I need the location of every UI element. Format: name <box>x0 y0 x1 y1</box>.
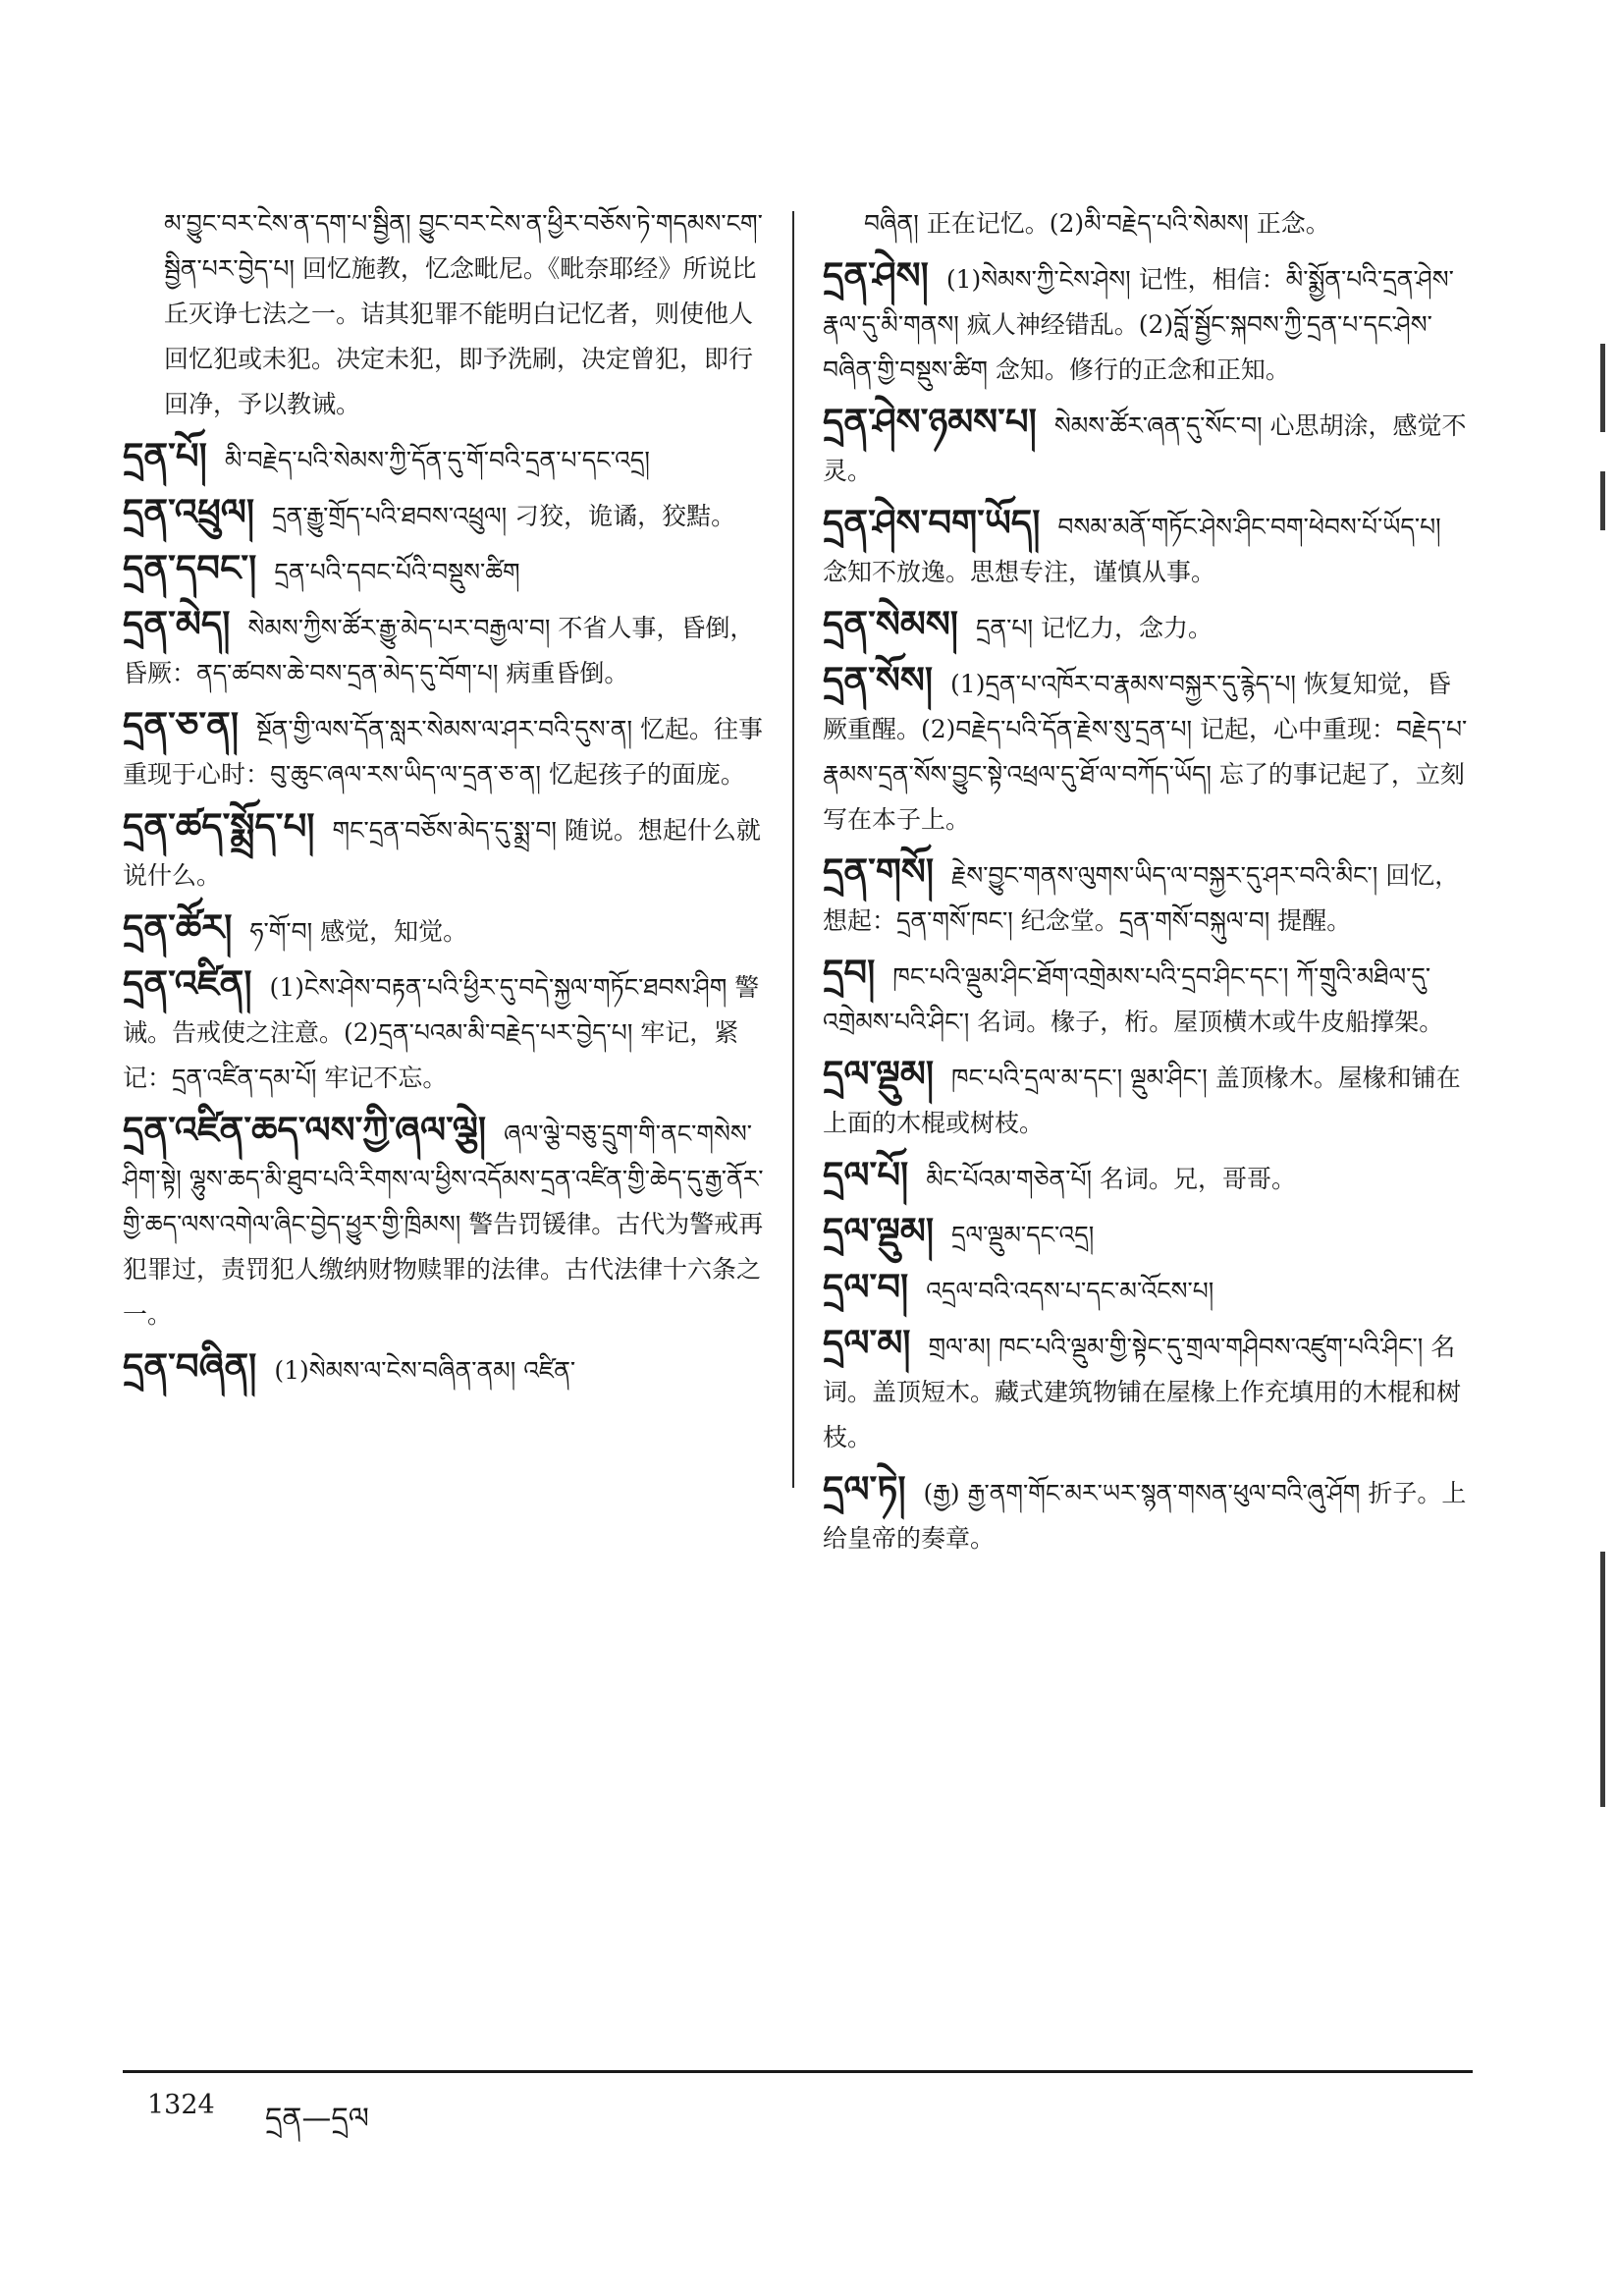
scan-edge-mark <box>1600 1552 1605 1807</box>
dictionary-entry <box>823 602 1473 651</box>
footer-rule <box>123 2070 1473 2073</box>
entry-definition: མི་བརྗེད་པའི་སེམས་ཀྱི་དོན་དུ་གོ་བའི་དྲན་པ་དང་འདྲ། <box>224 446 650 474</box>
entry-definition: ཧ་གོ་བ། 感觉，知觉。 <box>249 917 468 946</box>
entry-headword: དྲན་ཤེས་བག་ཡོད། <box>823 502 1041 544</box>
entry-definition: སེམས་ཀྱིས་ཚོར་རྒྱུ་མེད་པར་བརྒྱལ་བ། 不省人事，昏倒，昏厥：ནད་ཚབས་ཆེ་བས་དྲན་མེད་དུ་བོག་པ། 病重昏倒。 <box>123 614 755 687</box>
entry-headword: དྲན་པོ། <box>123 435 207 477</box>
dictionary-entry <box>823 849 1473 944</box>
entry-definition: བཞིན། 正在记忆。(2)མི་བརྗེད་པའི་སེམས། 正念。 <box>864 209 1330 238</box>
entry-definition: མ་བྱུང་བར་ངེས་ན་དག་པ་སྦྱིན། བྱུང་བར་ངེས་ན་ཕྱིར་བཅོས་ཏེ་གདམས་ངག་སྦྱིན་པར་བྱེད་པ། 回忆施教，忆念毗尼。《毗奈耶经》所说比丘灭诤七法之一。诘其犯罪不能明白记忆者，则使他人回忆犯或未犯。决定未犯，即予洗刷，决定曾犯，即行回净，予以教诫。 <box>164 209 763 418</box>
entry-definition: བསམ་མནོ་གཏོང་ཤེས་ཤིང་བག་ཕེབས་པོ་ཡོད་པ། 念知不放逸。思想专注，谨慎从事。 <box>823 513 1441 586</box>
entry-headword: དྲབ། <box>823 952 876 994</box>
entry-headword: དྲན་ཤེས། <box>823 254 929 297</box>
column-divider <box>792 211 794 1488</box>
dictionary-entry <box>123 804 776 899</box>
entry-headword: དྲན་སོས། <box>823 659 934 701</box>
entry-headword: དྲལ་ལྡུམ། <box>823 1053 935 1095</box>
entry-definition: གང་དྲན་བཅོས་མེད་དུ་སྨྲ་བ། 随说。想起什么就说什么。 <box>123 816 761 890</box>
dictionary-entry <box>123 905 776 955</box>
entry-definition: ཁང་པའི་ལྡུམ་ཤིང་ཐོག་འགྲེམས་པའི་དྲབ་ཤིང་དང་། ཀོ་གྲུའི་མཐིལ་དུ་འགྲེམས་པའི་ཤིང་། 名词。椽子，桁。屋顶横木或牛皮船撑架。 <box>823 962 1444 1036</box>
entry-definition: (1)སེམས་ཀྱི་ངེས་ཤེས། 记性，相信：མི་སྨྱོན་པའི་དྲན་ཤེས་རྣལ་དུ་མི་གནས། 疯人神经错乱。(2)བློ་སྦྱོང་སྐབས་ཀྱི་དྲན་པ་དང་ཤེས་བཞིན་གྱི་བསྡུས་ཚིག 念知。修行的正念和正知。 <box>823 265 1454 384</box>
dictionary-entry <box>123 602 776 696</box>
dictionary-entry <box>823 400 1473 494</box>
entry-definition: ཁང་པའི་དྲལ་མ་དང་། ལྡུམ་ཤིང་། 盖顶椽木。屋椽和铺在上面的木棍或树枝。 <box>823 1064 1461 1137</box>
entry-definition: དྲན་རྒྱུ་གྲོད་པའི་ཐབས་འཕྲུལ། 刁狡，诡谲，狡黠。 <box>272 502 736 530</box>
entry-definition: (1)ངེས་ཤེས་བརྟན་པའི་ཕྱིར་དུ་བདེ་སྐྱལ་གཏོང་ཐབས་ཤིག 警诫。告戒使之注意。(2)དྲན་པའམ་མི་བརྗེད་པར་བྱེད་པ། 牢记，紧记：དྲན་འཛིན་དམ་པོ། 牢记不忘。 <box>123 973 760 1092</box>
dictionary-entry <box>123 434 776 483</box>
entry-headword: དྲལ་པོ། <box>823 1154 909 1196</box>
left-column <box>123 201 776 1400</box>
entry-definition: མིང་པོའམ་གཅེན་པོ། 名词。兄，哥哥。 <box>926 1165 1296 1193</box>
dictionary-entry <box>823 1209 1473 1258</box>
entry-definition: སྔོན་གྱི་ལས་དོན་སླར་སེམས་ལ་ཤར་བའི་དུས་ན། 忆起。往事重现于心时：བུ་ཆུང་ཞལ་རས་ཡིད་ལ་དྲན་ཅ་ན། 忆起孩子的面庞。 <box>123 715 763 789</box>
entry-definition: དྲན་པའི་དབང་པོའི་བསྡུས་ཚིག <box>274 558 520 586</box>
entry-headword: དྲན་ཅ་ན། <box>123 704 240 746</box>
entry-headword: དྲན་ཚད་སྨྲོད་པ། <box>123 805 315 847</box>
dictionary-entry <box>823 253 1473 393</box>
entry-definition: གྲལ་མ། ཁང་པའི་ལྡུམ་གྱི་སྟེང་དུ་གྲལ་གཤིབས་འཛུག་པའི་ཤིང་། 名词。盖顶短木。藏式建筑物铺在屋椽上作充填用的木棍和树枝。 <box>823 1333 1462 1451</box>
dictionary-entry <box>123 546 776 595</box>
entry-headword: དྲན་སེམས། <box>823 603 959 645</box>
dictionary-entry <box>823 501 1473 595</box>
entry-definition: (1)དྲན་པ་འཁོར་བ་རྣམས་བསྐྱར་དུ་རྙེད་པ། 恢复知觉，昏厥重醒。(2)བརྗེད་པའི་དོན་རྗེས་སུ་དྲན་པ། 记起，心中重现：བརྗེད་པ་རྣམས་དྲན་སོས་བྱུང་སྟེ་འཕྲལ་དུ་ཐོ་ལ་བཀོད་ཡོད། 忘了的事记起了，立刻写在本子上。 <box>823 670 1468 834</box>
scan-edge-mark <box>1600 471 1605 530</box>
dictionary-entry <box>123 490 776 539</box>
entry-definition: རྗེས་བྱུང་གནས་ལུགས་ཡིད་ལ་བསྐྱར་དུ་ཤར་བའི་མིང་། 回忆，想起：དྲན་གསོ་ཁང་། 纪念堂。དྲན་གསོ་བསྐུལ་བ། 提醒。 <box>823 861 1460 935</box>
entry-headword: དྲལ་མ། <box>823 1322 911 1364</box>
entry-headword: དྲན་དབང་། <box>123 547 257 589</box>
right-column <box>823 201 1473 1568</box>
entry-headword: དྲལ་བ། <box>823 1266 909 1308</box>
dictionary-entry <box>823 658 1473 843</box>
entry-definition: (རྒྱ) རྒྱ་ནག་གོང་མར་ཡར་སྙན་གསན་ཕུལ་བའི་ཞུ་ཤོག 折子。上给皇帝的奏章。 <box>823 1479 1467 1553</box>
dictionary-entry <box>823 1321 1473 1460</box>
entry-definition: ཞལ་ལྕེ་བཅུ་དྲུག་གི་ནང་གསེས་ཤིག་སྟེ། ལྷུས་ཆད་མི་ཐུབ་པའི་རིགས་ལ་ཕྱིས་འདོམས་དྲན་འཛིན་གྱི་ཆེད་དུ་རྒྱ་ནོར་གྱི་ཆད་ལས་འགེལ་ཞིང་བྱེད་ཕྱུར་གྱི་ཁྲིམས། 警告罚锾律。古代为警戒再犯罪过，责罚犯人缴纳财物赎罪的法律。古代法律十六条之一。 <box>123 1120 764 1329</box>
running-head: དྲན—དྲལ <box>265 2102 369 2136</box>
entry-definition: (1)སེམས་ལ་ངེས་བཞིན་ནམ། འཛིན་ <box>274 1356 576 1385</box>
dictionary-entry <box>823 1052 1473 1146</box>
dictionary-entry <box>823 951 1473 1045</box>
entry-headword: དྲན་འཛིན། <box>123 962 252 1005</box>
page-number: 1324 <box>147 2090 215 2120</box>
entry-definition: དྲན་པ། 记忆力，念力。 <box>976 614 1213 642</box>
entry-headword: དྲན་གསོ། <box>823 850 935 893</box>
scan-edge-mark <box>1600 344 1605 432</box>
entry-headword: དྲན་འཕྲུལ། <box>123 491 255 533</box>
entry-headword: དྲན་ཤེས་ཉམས་པ། <box>823 401 1037 443</box>
entry-headword: དྲན་ཚོར། <box>123 906 233 949</box>
entry-continuation <box>823 201 1473 246</box>
entry-headword: དྲལ་ལྡུམ། <box>823 1210 935 1252</box>
entry-definition: འདྲལ་བའི་འདས་པ་དང་མ་འོངས་པ། <box>926 1277 1214 1305</box>
dictionary-entry <box>123 1344 776 1394</box>
entry-headword: དྲལ་ཏེ། <box>823 1468 906 1510</box>
dictionary-entry <box>123 703 776 797</box>
entry-definition: དྲལ་ལྡུམ་དང་འདྲ། <box>951 1221 1095 1249</box>
entry-headword: དྲན་འཛིན་ཆད་ལས་ཀྱི་ཞལ་ལྕེ། <box>123 1109 487 1151</box>
dictionary-entry <box>823 1153 1473 1202</box>
dictionary-entry <box>123 961 776 1101</box>
dictionary-entry <box>123 1108 776 1338</box>
entry-headword: དྲན་མེད། <box>123 603 231 645</box>
entry-headword: དྲན་བཞིན། <box>123 1345 257 1388</box>
dictionary-entry <box>823 1265 1473 1314</box>
entry-continuation <box>123 201 776 427</box>
entry-definition: སེམས་ཚོར་ཞན་དུ་སོང་བ། 心思胡涂，感觉不灵。 <box>823 411 1467 485</box>
dictionary-entry <box>823 1467 1473 1561</box>
